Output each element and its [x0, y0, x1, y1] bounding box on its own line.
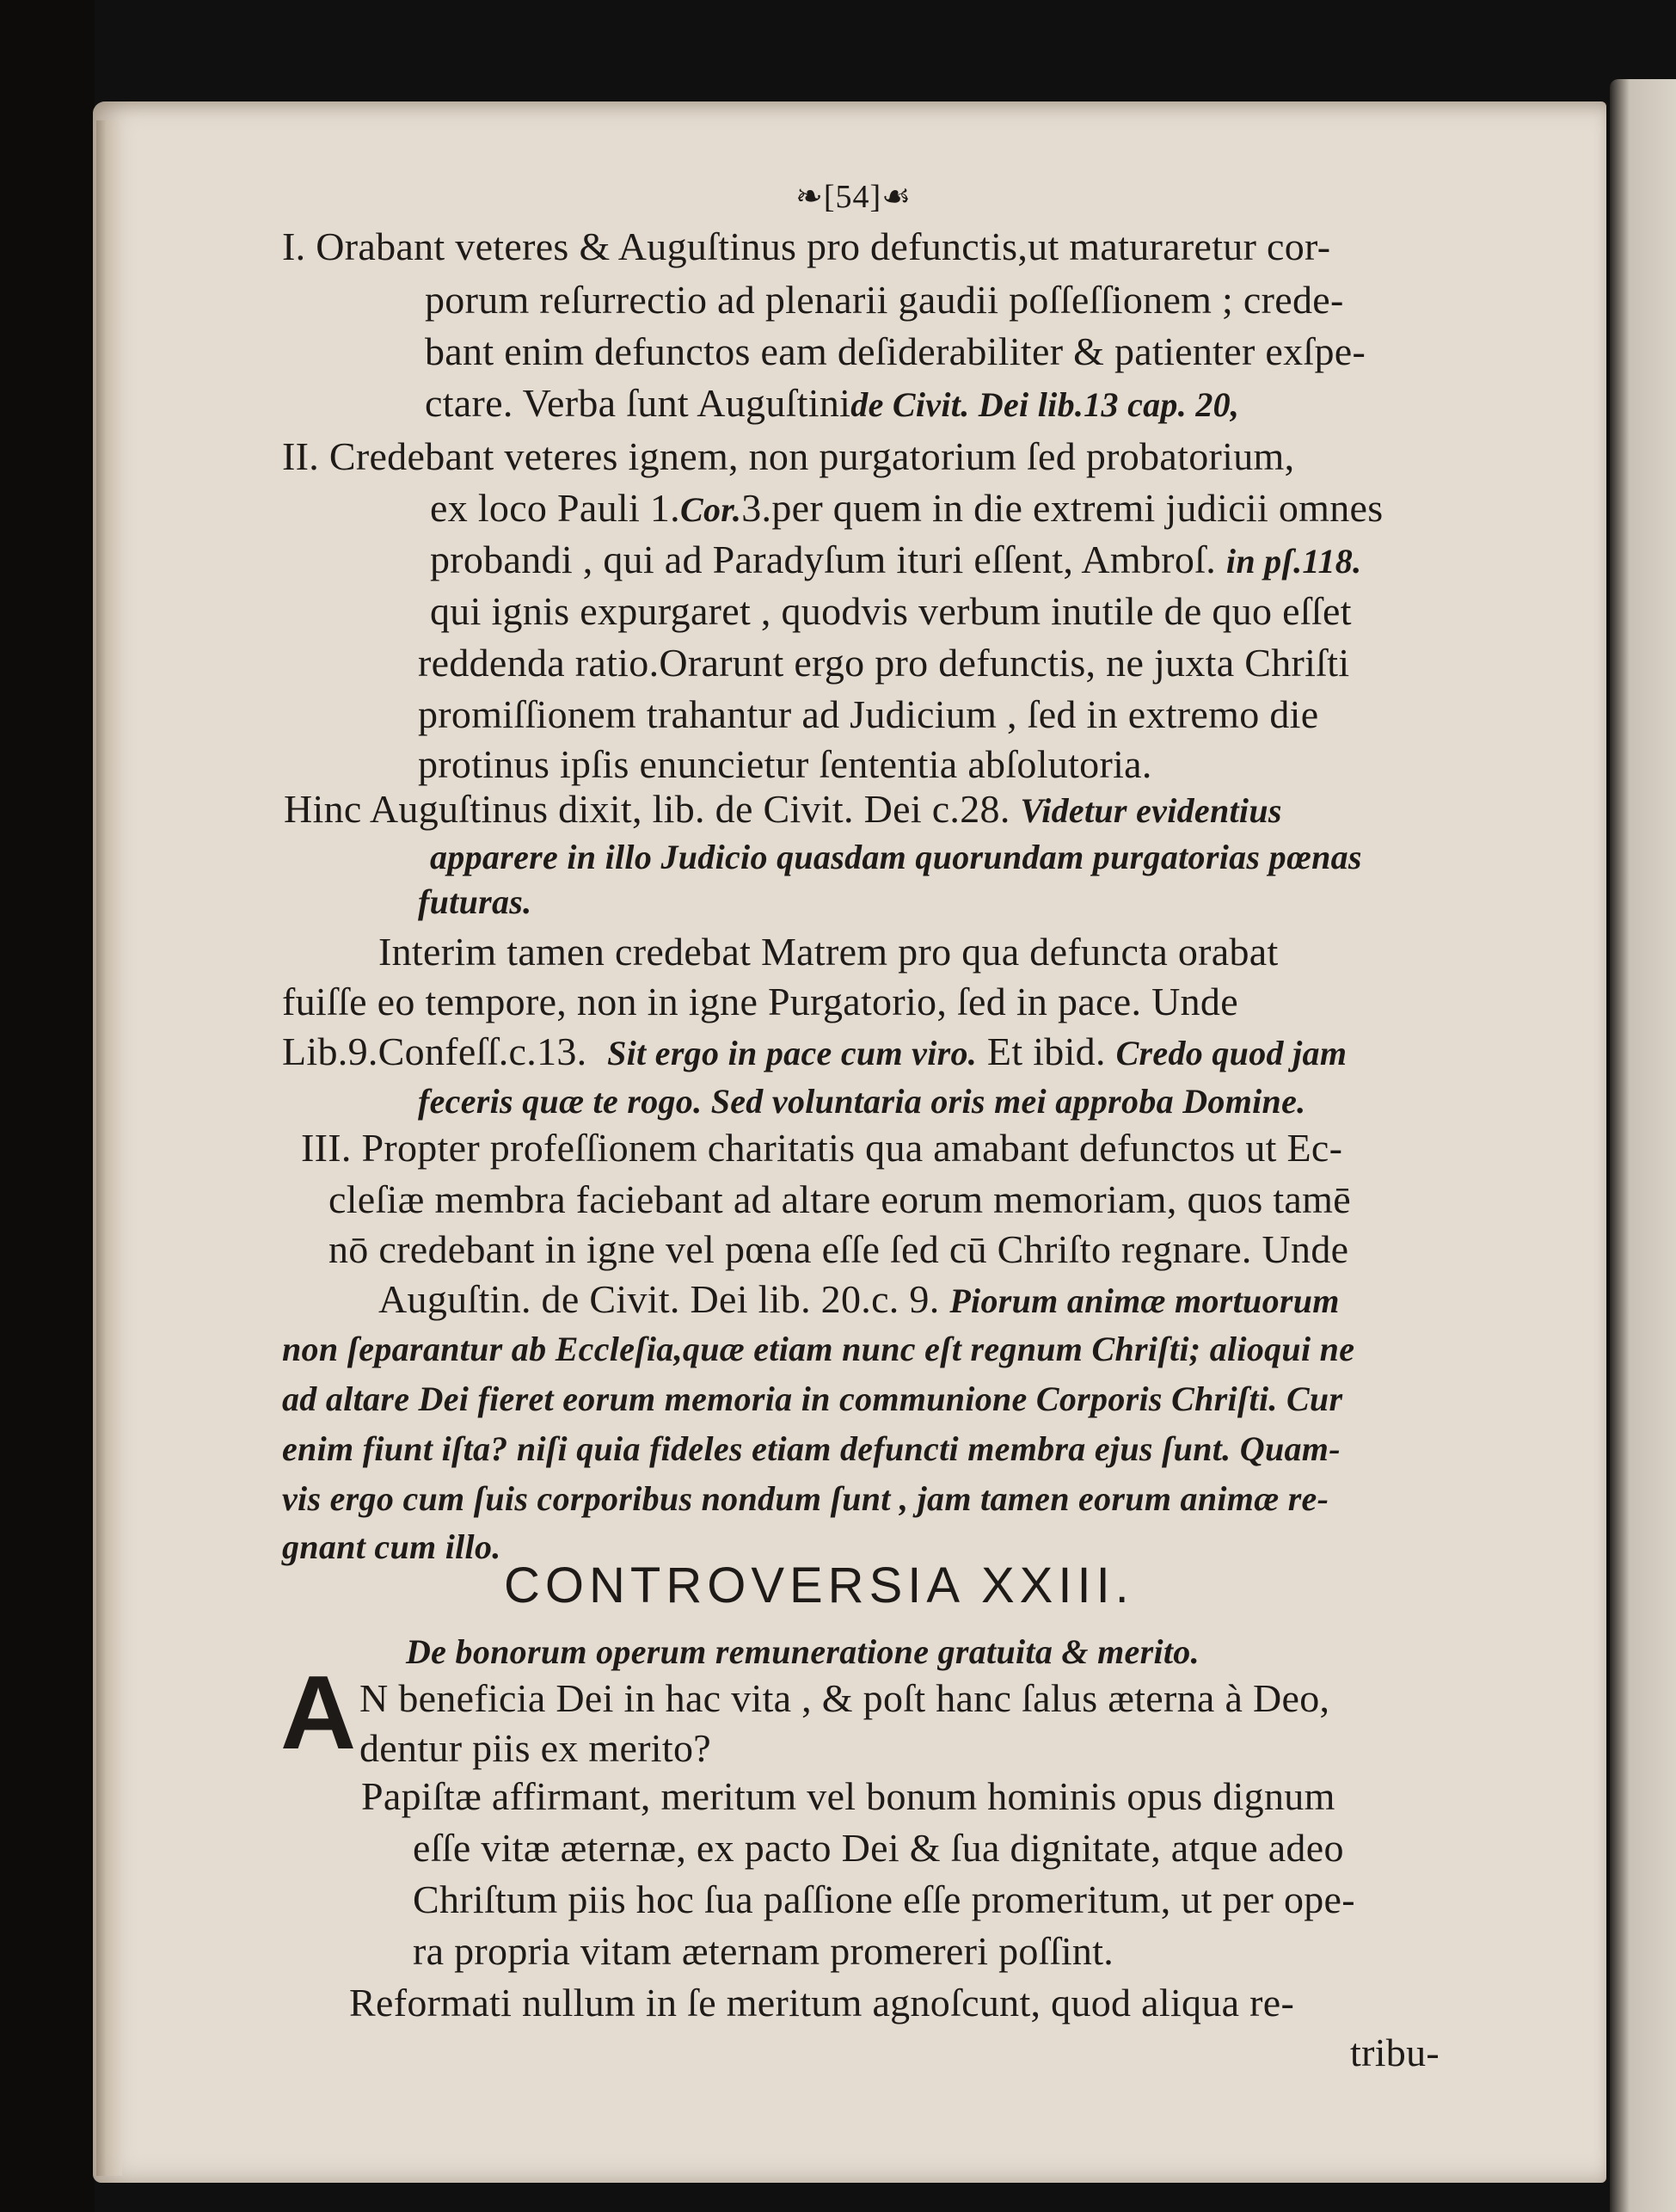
section-III-line-6: ad altare Dei fieret eorum memoria in communione Corporis Chriſti. Cur: [282, 1379, 1343, 1418]
section-II-line-2: ex loco Pauli 1.Cor.3.per quem in die extremi judicii omnes: [430, 486, 1384, 530]
section-II-line-5: reddenda ratio.Orarunt ergo pro defunctis, ne juxta Chriſti: [418, 641, 1350, 685]
question-line-1: N beneficia Dei in hac vita , & poſt hanc ſalus æterna à Deo,: [359, 1676, 1330, 1720]
interim-line-1: Interim tamen credebat Matrem pro qua defuncta orabat: [378, 930, 1279, 974]
question-line-2: dentur piis ex merito?: [359, 1726, 711, 1770]
section-III-line-8: vis ergo cum ſuis corporibus nondum ſunt , jam tamen eorum animæ re-: [282, 1479, 1329, 1518]
drop-cap: A: [280, 1654, 357, 1771]
section-III-line-2: cleſiæ membra faciebant ad altare eorum memoriam, quos tamē: [328, 1177, 1351, 1221]
hinc-line-3: futuras.: [418, 882, 532, 921]
section-II-line-1: II. Credebant veteres ignem, non purgatorium ſed probatorium,: [282, 434, 1295, 478]
hinc-line-1: Hinc Auguſtinus dixit, lib. de Civit. Dei c.28. Videtur evidentius: [284, 787, 1282, 831]
section-II-line-6: promiſſionem trahantur ad Judicium , ſed in extremo die: [418, 692, 1319, 736]
page-number: [54]: [823, 179, 882, 215]
section-III-line-9: gnant cum illo.: [282, 1527, 501, 1566]
section-I-numeral: I.: [282, 224, 306, 268]
interim-line-2: fuiſſe eo tempore, non in igne Purgatorio, ſed in pace. Unde: [282, 980, 1238, 1023]
section-II-line-7: protinus ipſis enuncietur ſententia abſolutoria.: [418, 742, 1152, 786]
controversia-subtitle: De bonorum operum remuneratione gratuita & merito.: [406, 1632, 1200, 1671]
catchword: tribu-: [1350, 2031, 1440, 2074]
section-III-line-1: III. Propter profeſſionem charitatis qua amabant defunctos ut Ec-: [301, 1126, 1343, 1170]
section-I-line-3: bant enim defunctos eam deſiderabiliter & patienter exſpe-: [425, 329, 1366, 373]
hinc-line-2: apparere in illo Judicio quasdam quorundam purgatorias pœnas: [430, 838, 1362, 876]
papistae-line-3: Chriſtum piis hoc ſua paſſione eſſe promeritum, ut per ope-: [413, 1877, 1355, 1921]
section-III-line-4: Auguſtin. de Civit. Dei lib. 20.c. 9. Piorum animæ mortuorum: [378, 1277, 1340, 1321]
reformati-line-1: Reformati nullum in ſe meritum agnoſcunt, quod aliqua re-: [349, 1981, 1295, 2025]
section-II-line-3: probandi , qui ad Paradyſum ituri eſſent, Ambroſ. in pſ.118.: [430, 538, 1362, 581]
section-II-numeral: II.: [282, 434, 320, 478]
section-III-line-3: nō credebant in igne vel pœna eſſe ſed cū Chriſto regnare. Unde: [328, 1227, 1349, 1271]
ornament-right-icon: ☙: [881, 179, 912, 215]
section-I-line-1: I. Orabant veteres & Auguſtinus pro defunctis,ut maturaretur cor-: [282, 224, 1331, 268]
page-header: [795, 172, 912, 222]
section-III-line-7: enim fiunt iſta? niſi quia fideles etiam defuncti membra ejus ſunt. Quam-: [282, 1429, 1341, 1468]
interim-line-4: feceris quæ te rogo. Sed voluntaria oris mei approba Domine.: [418, 1082, 1306, 1121]
controversia-title: CONTROVERSIA XXIII.: [504, 1558, 1134, 1613]
ornament-left-icon: ❧: [795, 179, 824, 215]
citation: de Civit. Dei lib.13 cap. 20,: [850, 385, 1240, 424]
section-II-line-4: qui ignis expurgaret , quodvis verbum inutile de quo eſſet: [430, 589, 1352, 633]
papistae-line-1: Papiſtæ affirmant, meritum vel bonum hominis opus dignum: [361, 1774, 1335, 1818]
section-III-line-5: non ſeparantur ab Eccleſia,quæ etiam nunc eſt regnum Chriſti; alioqui ne: [282, 1330, 1355, 1368]
section-I-line-2: porum reſurrectio ad plenarii gaudii poſſeſſionem ; crede-: [425, 278, 1344, 322]
papistae-line-2: eſſe vitæ æternæ, ex pacto Dei & ſua dignitate, atque adeo: [413, 1826, 1344, 1870]
section-III-numeral: III.: [301, 1126, 352, 1170]
interim-line-3: Lib.9.Confeſſ.c.13. Sit ergo in pace cum viro. Et ibid. Credo quod jam: [282, 1029, 1348, 1073]
papistae-line-4: ra propria vitam æternam promereri poſſint.: [413, 1929, 1114, 1973]
section-I-line-4: ctare. Verba ſunt Auguſtinide Civit. Dei lib.13 cap. 20,: [425, 381, 1240, 425]
